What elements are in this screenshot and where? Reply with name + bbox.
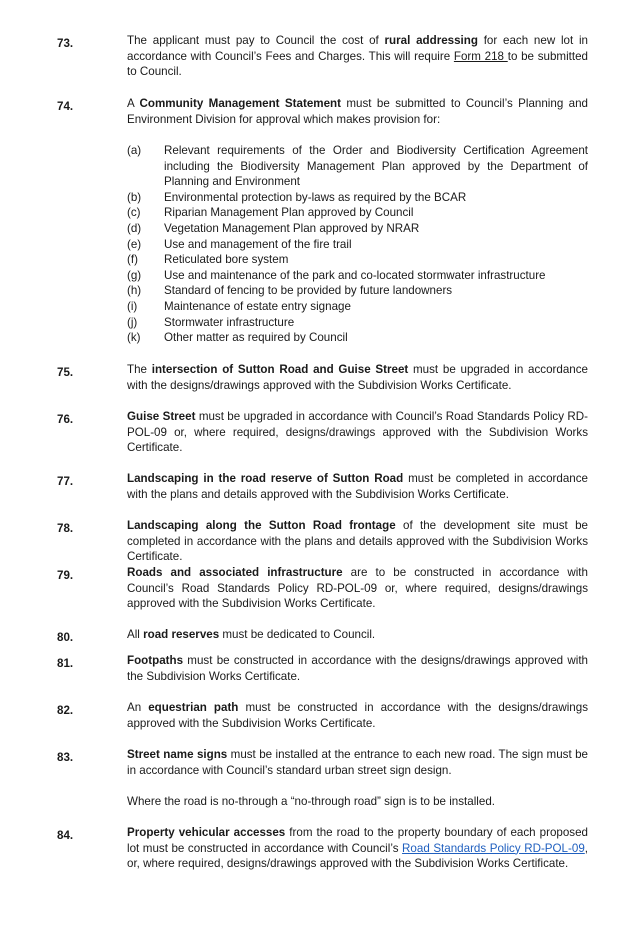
- condition-number: 78.: [57, 522, 74, 535]
- condition-text-83: Street name signs must be installed at the entrance to each new road. The sign must be in accordance with Council’s standard urban street sign design.: [127, 748, 588, 777]
- list-item: (k) Other matter as required by Council: [127, 331, 348, 345]
- condition-text-73: The applicant must pay to Council the cost of rural addressing for each new lot in accordance with Council’s Fees and Charges. This will require Form 218 to be submitted to Council.: [127, 34, 588, 79]
- list-item: (c) Riparian Management Plan approved by Council: [127, 206, 414, 220]
- condition-text-78: Landscaping along the Sutton Road frontage of the development site must be completed in accordance with the plans and details approved with the Subdivision Works Certificate.: [127, 519, 588, 564]
- condition-text-82: An equestrian path must be constructed in accordance with the designs/drawings approved with the Subdivision Works Certificate.: [127, 701, 589, 730]
- condition-text-84: Property vehicular accesses from the road to the property boundary of each proposed lot must be constructed in accordance with Council’s Road Standards Policy RD-POL-09, or, where required, designs/drawings approved with the Subdivision Works Certificate.: [127, 826, 589, 871]
- condition-text-83-note: Where the road is no-through a “no-through road” sign is to be installed.: [127, 795, 495, 808]
- condition-number: 76.: [57, 413, 74, 426]
- list-item: (d) Vegetation Management Plan approved by NRAR: [127, 221, 420, 235]
- condition-number: 83.: [57, 751, 74, 764]
- cms-provision-list: [127, 143, 588, 346]
- list-item: (b) Environmental protection by-laws as required by the BCAR: [127, 190, 467, 204]
- condition-number: 82.: [57, 704, 74, 717]
- list-item: (h) Standard of fencing to be provided by future landowners: [127, 284, 453, 298]
- list-item: (a) Relevant requirements of the Order and Biodiversity Certification Agreement including the Biodiversity Management Plan approved by the Department of Planning and Environment: [127, 144, 588, 189]
- condition-text-77: Landscaping in the road reserve of Sutton Road must be completed in accordance with the plans and details approved with the Subdivision Works Certificate.: [127, 472, 588, 501]
- list-item: (i) Maintenance of estate entry signage: [127, 299, 351, 313]
- condition-text-75: The intersection of Sutton Road and Guise Street must be upgraded in accordance with the designs/drawings approved with the Subdivision Works Certificate.: [127, 363, 588, 392]
- road-standards-policy-link[interactable]: Road Standards Policy RD-POL-09: [402, 841, 585, 855]
- list-item: (j) Stormwater infrastructure: [127, 315, 295, 329]
- condition-number: 77.: [57, 475, 74, 488]
- form-218-link[interactable]: Form 218: [453, 49, 508, 63]
- condition-number: 81.: [57, 657, 74, 670]
- list-item: (e) Use and management of the fire trail: [127, 237, 352, 251]
- condition-text-76: Guise Street must be upgraded in accordance with Council’s Road Standards Policy RD-POL-09 or, where required, designs/drawings approved with the Subdivision Works Certificate.: [127, 410, 588, 455]
- condition-number: 73.: [57, 37, 74, 50]
- condition-text-74: A Community Management Statement must be submitted to Council’s Planning and Environment Division for approval which makes provision for:: [127, 97, 589, 126]
- condition-text-79: Roads and associated infrastructure are to be constructed in accordance with Council’s Road Standards Policy RD-POL-09 or, where required, designs/drawings approved with the Subdivision Works Certificate.: [127, 566, 588, 611]
- condition-number: 74.: [57, 100, 74, 113]
- condition-number: 75.: [57, 366, 74, 379]
- list-item: (f) Reticulated bore system: [127, 253, 289, 267]
- list-item: (g) Use and maintenance of the park and co-located stormwater infrastructure: [127, 268, 546, 282]
- condition-text-80: All road reserves must be dedicated to Council.: [127, 628, 376, 641]
- condition-number: 80.: [57, 631, 74, 644]
- condition-number: 79.: [57, 569, 74, 582]
- condition-number: 84.: [57, 829, 74, 842]
- condition-text-81: Footpaths must be constructed in accordance with the designs/drawings approved with the Subdivision Works Certificate.: [127, 654, 588, 683]
